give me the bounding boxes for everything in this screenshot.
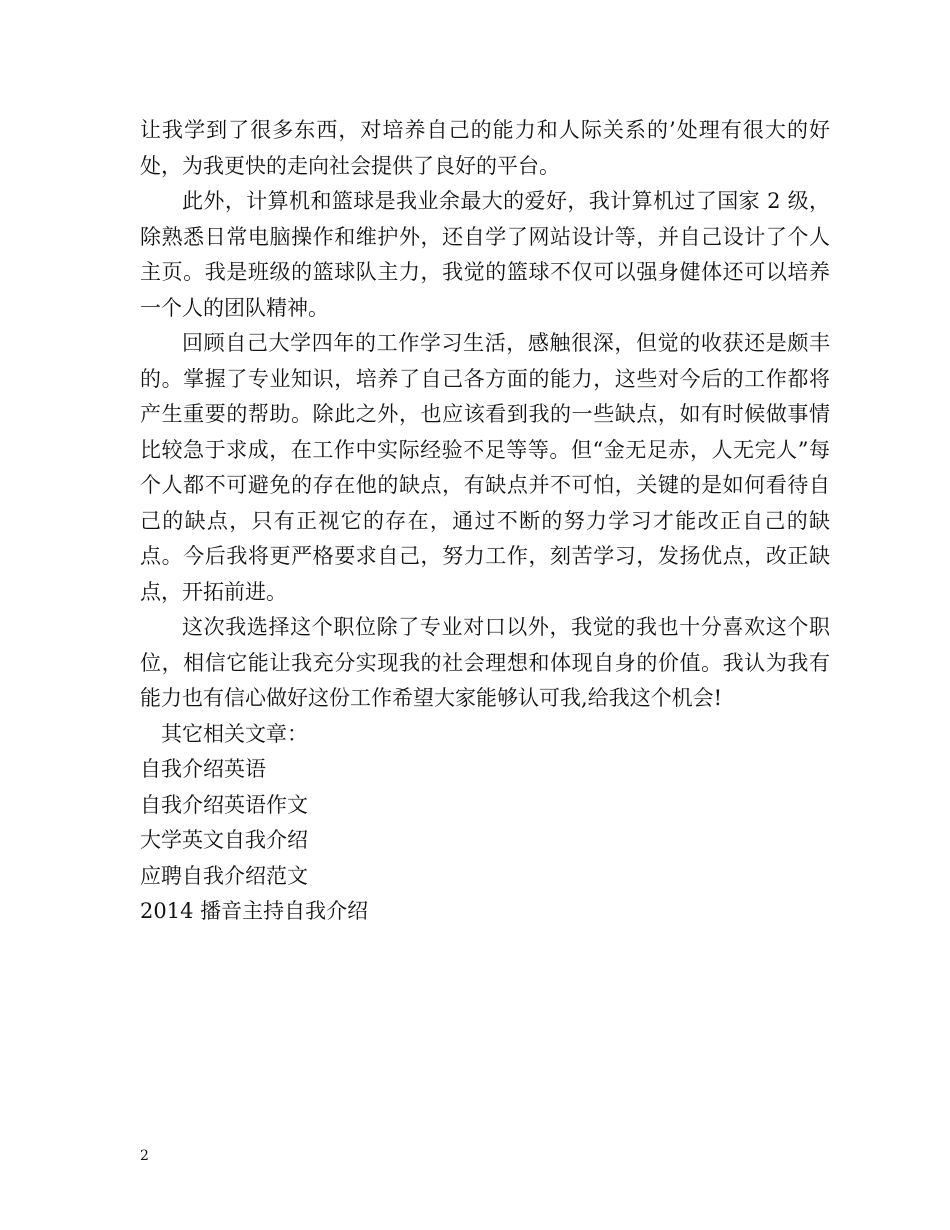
paragraph-continuation: 让我学到了很多东西，对培养自己的能力和人际关系的’处理有很大的好处，为我更快的走向社会提供了良好的平台。 xyxy=(140,118,830,178)
related-article-link[interactable]: 2014 播音主持自我介绍 xyxy=(140,899,369,923)
paragraph-review: 回顾自己大学四年的工作学习生活，感触很深，但觉的收获还是颇丰的。掌握了专业知识，培养了自己各方面的能力，这些对今后的工作都将产生重要的帮助。除此之外，也应该看到我的一些缺点，如有时候做事情比较急于求成，在工作中实际经验不足等等。但“金无足赤，人无完人”每个人都不可避免的存在他的缺点，有缺点并不可怕，关键的是如何看待自己的缺点，只有正视它的存在，通过不断的努力学习才能改正自己的缺点。今后我将更严格要求自己，努力工作，刻苦学习，发扬优点，改正缺点，开拓前进。 xyxy=(140,331,830,604)
page-number: 2 xyxy=(140,1148,149,1164)
paragraph-hobbies: 此外，计算机和篮球是我业余最大的爱好，我计算机过了国家 2 级，除熟悉日常电脑操作和维护外，还自学了网站设计等，并自己设计了个人主页。我是班级的篮球队主力，我觉的篮球不仅可以强身健体还可以培养一个人的团队精神。 xyxy=(140,189,830,320)
related-article-link[interactable]: 自我介绍英语 xyxy=(140,757,266,781)
paragraph-position: 这次我选择这个职位除了专业对口以外，我觉的我也十分喜欢这个职位，相信它能让我充分实现我的社会理想和体现自身的价值。我认为我有能力也有信心做好这份工作希望大家能够认可我,给我这个机会! xyxy=(140,615,830,710)
related-article-link[interactable]: 应聘自我介绍范文 xyxy=(140,863,308,888)
related-articles-heading: 其它相关文章： xyxy=(161,721,308,746)
related-article-link[interactable]: 自我介绍英语作文 xyxy=(140,792,308,817)
related-article-link[interactable]: 大学英文自我介绍 xyxy=(140,828,308,852)
related-articles-list xyxy=(140,752,830,930)
document-body xyxy=(140,113,830,930)
